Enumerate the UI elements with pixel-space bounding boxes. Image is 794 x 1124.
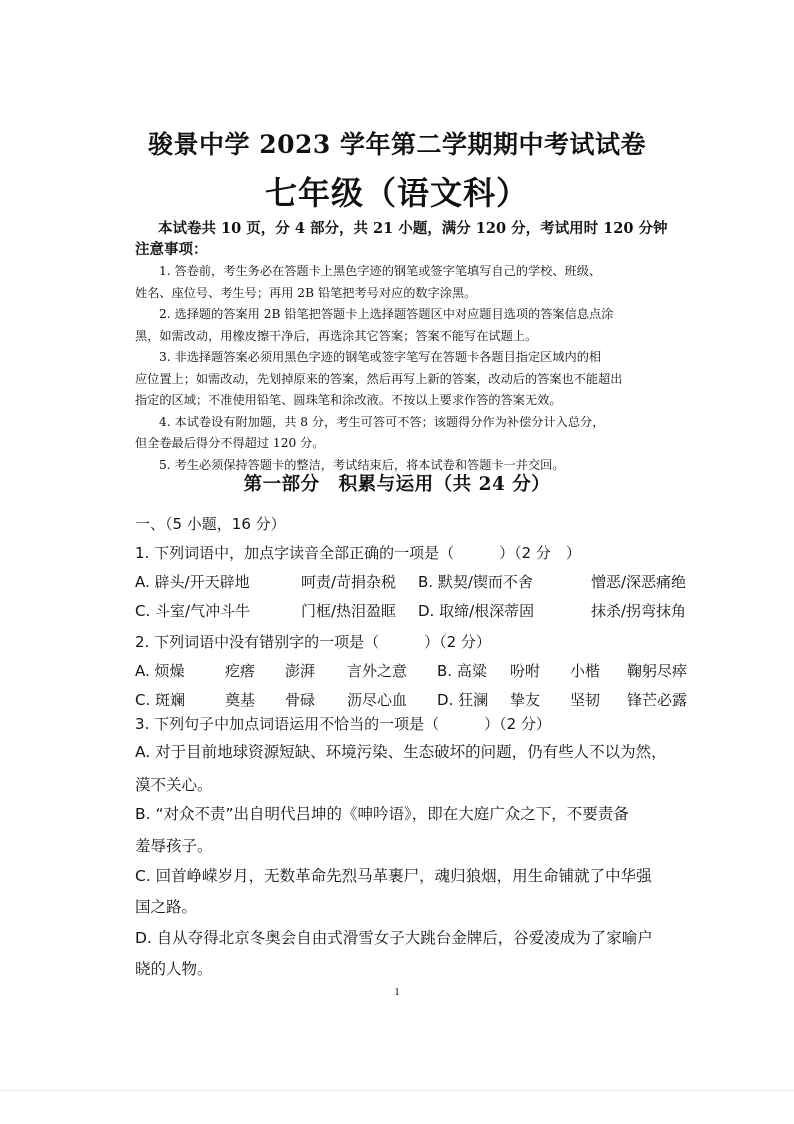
option-text: 抹杀/拐弯抹角: [591, 602, 687, 620]
notice-line: 1. 答卷前，考生务必在答题卡上黑色字迹的钢笔或签字笔填写自己的学校、班级、: [159, 264, 602, 278]
option-text: 鞠躬尽瘁: [627, 662, 688, 680]
option-text: 沥尽心血: [347, 691, 408, 709]
notice-line: 但全卷最后得分不得超过 120 分。: [135, 436, 325, 450]
page-number: 1: [394, 986, 400, 998]
option-text: 憎恶/深恶痛绝: [591, 573, 687, 591]
option-text: 言外之意: [347, 662, 408, 680]
option-text: B. “对众不责”出自明代吕坤的《呻吟语》，即在大庭广众之下，不要责备: [135, 805, 629, 823]
option-text: 羞辱孩子。: [135, 837, 213, 855]
option-text: D. 狂澜: [437, 691, 489, 709]
option-text: 吩咐: [510, 662, 541, 680]
option-text: A. 烦燥: [135, 662, 185, 680]
question-stem: 2. 下列词语中没有错别字的一项是（ ）（2 分）: [135, 633, 491, 651]
question-stem: 1. 下列词语中，加点字读音全部正确的一项是（ ）（2 分 ）: [135, 544, 581, 562]
part1-title: 第一部分 积累与运用（共 24 分）: [243, 474, 551, 495]
option-text: A. 辟头/开天辟地: [135, 573, 250, 591]
exam-info: 本试卷共 10 页，分 4 部分，共 21 小题，满分 120 分，考试用时 120 分钟: [158, 220, 668, 237]
section1-heading: 一、（5 小题，16 分）: [135, 515, 286, 533]
option-text: 挚友: [510, 691, 541, 709]
option-text: D. 取缔/根深蒂固: [418, 602, 535, 620]
notice-line: 3. 非选择题答案必须用黑色字迹的钢笔或签字笔写在答题卡各题目指定区域内的相: [159, 350, 602, 364]
subject-title: 七年级（语文科）: [264, 174, 529, 212]
option-text: D. 自从夺得北京冬奥会自由式滑雪女子大跳台金牌后，谷爱凌成为了家喻户: [135, 929, 653, 947]
option-text: 奠基: [225, 691, 256, 709]
notice-line: 应位置上；如需改动，先划掉原来的答案，然后再写上新的答案，改动后的答案也不能超出: [135, 371, 623, 386]
option-text: C. 斗室/气冲斗牛: [135, 602, 251, 620]
option-text: 锋芒必露: [627, 691, 688, 709]
school-title: 骏景中学 2023 学年第二学期期中考试试卷: [148, 130, 646, 159]
option-text: B. 默契/锲而不舍: [418, 573, 533, 591]
option-text: 漠不关心。: [135, 776, 213, 794]
option-text: B. 高粱: [437, 662, 487, 680]
option-text: A. 对于目前地球资源短缺、环境污染、生态破坏的问题，仍有些人不以为然，: [135, 743, 667, 761]
notice-heading: 注意事项：: [135, 241, 208, 258]
scan-artifact: [0, 1090, 794, 1091]
question-stem: 3. 下列句子中加点词语运用不恰当的一项是（ ）（2 分）: [135, 715, 551, 733]
option-text: 坚韧: [570, 691, 601, 709]
notice-line: 2. 选择题的答案用 2B 铅笔把答题卡上选择题答题区中对应题目选项的答案信息点涂: [159, 307, 614, 321]
option-text: C. 回首峥嵘岁月，无数革命先烈马革裹尸，魂归狼烟，用生命铺就了中华强: [135, 867, 652, 885]
notice-line: 指定的区域；不准使用铅笔、圆珠笔和涂改液。不按以上要求作答的答案无效。: [135, 393, 562, 407]
notice-line: 5. 考生必须保持答题卡的整洁，考试结束后，将本试卷和答题卡一并交回。: [159, 457, 565, 472]
notice-line: 姓名、座位号、考生号；再用 2B 铅笔把考号对应的数字涂黑。: [135, 285, 477, 300]
option-text: 呵责/苛捐杂税: [301, 573, 397, 591]
notice-line: 黑，如需改动，用橡皮擦干净后，再选涂其它答案；答案不能写在试题上。: [135, 328, 538, 343]
option-text: 骨碌: [285, 691, 316, 709]
option-text: 国之路。: [135, 898, 198, 916]
option-text: 小楷: [570, 662, 601, 680]
notice-line: 4. 本试卷设有附加题，共 8 分，考生可答可不答；该题得分作为补偿分计入总分，: [159, 414, 605, 429]
option-text: 疙瘩: [225, 662, 256, 680]
option-text: 门框/热泪盈眶: [301, 602, 397, 620]
option-text: C. 斑斓: [135, 691, 186, 709]
option-text: 晓的人物。: [135, 960, 213, 978]
notice-list: [135, 261, 695, 476]
option-text: 澎湃: [285, 662, 316, 680]
